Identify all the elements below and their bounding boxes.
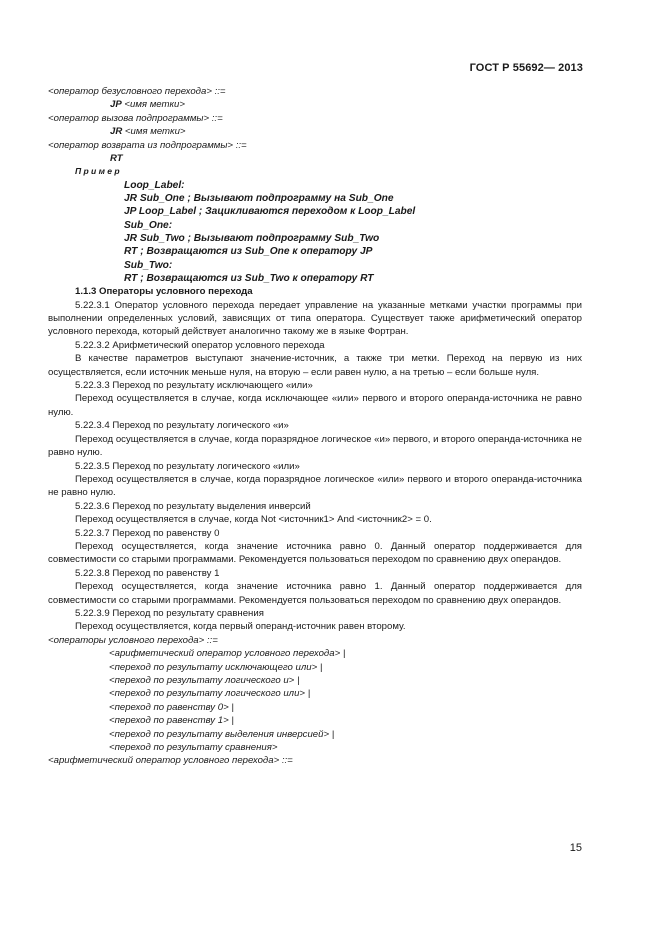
paragraph: Переход осуществляется, когда значение источника равно 1. Данный оператор поддерживается для совместимости со старыми программами. Рекомендуется пользоваться переходом по сравнению двух операндов. [48,581,582,606]
syntax-def-call [48,125,582,138]
syntax-rule-call: <оператор вызова подпрограммы> ::= [48,112,223,124]
syntax-alternative: <переход по равенству 0> | [109,701,234,713]
syntax-alternative: <переход по результату логического и> | [109,675,300,686]
paragraph: Переход осуществляется в случае, когда поразрядное логическое «и» первого, и второго операнда-источника не равно нулю. [48,433,582,459]
paragraph: Переход осуществляется в случае, когда исключающее «или» первого и второго операнда-источника не равно нулю. [48,393,582,418]
example-line: Loop_Label: [124,179,185,191]
syntax-rule-arithmetic: <арифметический оператор условного перехода> ::= [48,755,293,767]
syntax-alternative: <переход по результату исключающего или> | [109,661,323,673]
example-line: RT ; Возвращаются из Sub_One к оператору JP [124,246,373,258]
section-title: 1.1.3 Операторы условного перехода [75,286,253,298]
syntax-arg: <имя метки> [121,99,185,111]
syntax-arg: <имя метки> [122,126,186,138]
paragraph: Переход осуществляется, когда первый операнд-источник равен второму. [75,621,406,633]
paragraph: В качестве параметров выступают значение-источник, а также три метки. Переход на первую из них осуществляется, если источник меньше нуля, на вторую – если равен нулю, а на третью – если больше нуля. [48,353,582,378]
paragraph: Переход осуществляется в случае, когда Not <источник1> And <источник2> = 0. [75,514,432,526]
syntax-rule-jump: <оператор безусловного перехода> ::= [48,86,226,97]
example-line: JP Loop_Label ; Зацикливаются переходом к Loop_Label [124,206,416,218]
syntax-alternative: <переход по результату сравнения> [109,742,278,754]
example-line: Sub_Two: [124,259,173,271]
example-code [48,179,582,285]
syntax-rule-conditional: <операторы условного перехода> ::= [48,634,218,646]
subsection-heading: 5.22.3.2 Арифметический оператор условного перехода [75,339,325,351]
paragraph: Переход осуществляется, когда значение источника равно 0. Данный оператор поддерживается для совместимости со старыми программами. Рекомендуется пользоваться переходом по сравнению двух операндов. [48,540,582,566]
subsection-heading: 5.22.3.5 Переход по результату логического «или» [75,460,300,472]
example-line: RT ; Возвращаются из Sub_Two к оператору RT [124,272,374,284]
syntax-def-return [48,152,582,165]
subsection-heading: 5.22.3.3 Переход по результату исключающего «или» [75,380,313,392]
syntax-def-jump [48,98,582,111]
syntax-alternative: <переход по результату логического или> | [109,688,311,700]
page-content [48,85,582,768]
example-line: Sub_One: [124,219,173,231]
example-line: JR Sub_Two ; Вызывают подпрограмму Sub_Two [124,233,380,245]
example-label: Пример [75,166,122,177]
subsection-heading: 5.22.3.4 Переход по результату логического «и» [75,420,289,432]
example-line: JR Sub_One ; Вызывают подпрограмму на Sub_One [124,193,394,205]
page-number: 15 [569,842,582,854]
syntax-keyword: JP [110,99,122,111]
paragraph: 5.22.3.1 Оператор условного перехода передает управление на указанные метками участки программы при выполнении определенных условий, зависящих от типа оператора. Существует также арифметический оператор условного перехода, который действует аналогично такому же в языке Фортран. [48,299,582,338]
syntax-keyword: RT [110,153,123,165]
syntax-alternative: <переход по результату выделения инверсией> | [109,728,335,740]
subsection-heading: 5.22.3.6 Переход по результату выделения инверсий [75,500,311,512]
subsection-heading: 5.22.3.8 Переход по равенству 1 [75,567,220,579]
paragraph: Переход осуществляется в случае, когда поразрядное логическое «или» первого и второго операнда-источника не равно нулю. [48,473,582,499]
document-header: ГОСТ Р 55692— 2013 [469,62,583,74]
subsection-heading: 5.22.3.7 Переход по равенству 0 [75,527,220,539]
syntax-keyword: JR [110,126,123,138]
syntax-alternative: <арифметический оператор условного перехода> | [109,648,346,660]
syntax-rule-return: <оператор возврата из подпрограммы> ::= [48,139,247,151]
subsection-heading: 5.22.3.9 Переход по результату сравнения [75,607,264,619]
syntax-alternative: <переход по равенству 1> | [109,715,234,727]
